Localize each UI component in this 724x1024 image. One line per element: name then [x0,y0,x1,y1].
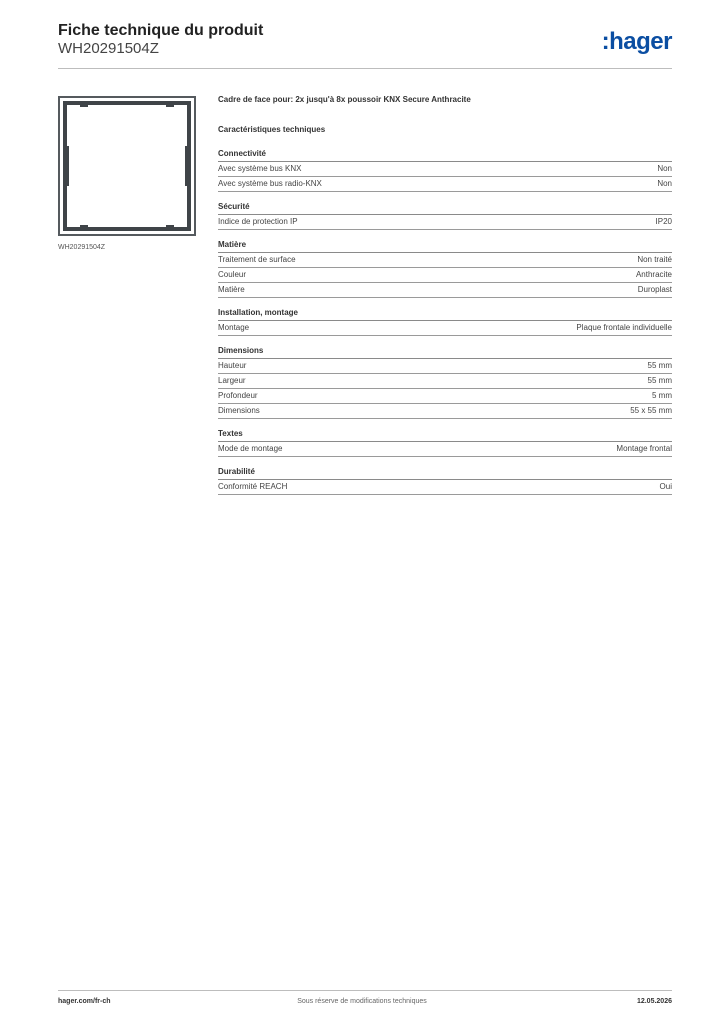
header-divider [58,68,672,69]
spec-label: Largeur [218,376,246,385]
spec-section [218,308,672,336]
spec-value: 55 mm [647,361,672,370]
spec-label: Conformité REACH [218,482,288,491]
spec-content [218,95,672,495]
spec-value: Montage frontal [616,444,672,453]
section-title: Installation, montage [218,308,672,321]
spec-row [218,162,672,177]
spec-value: Oui [659,482,672,491]
section-title: Textes [218,429,672,442]
product-code: WH20291504Z [58,40,159,57]
spec-section [218,429,672,457]
spec-row [218,283,672,298]
product-description: Cadre de face pour: 2x jusqu'à 8x poussoir KNX Secure Anthracite [218,95,471,104]
spec-row [218,404,672,419]
spec-row [218,268,672,283]
spec-row [218,253,672,268]
spec-label: Couleur [218,270,247,279]
spec-row [218,480,672,495]
spec-row [218,321,672,336]
spec-row [218,374,672,389]
footer-divider [58,990,672,991]
section-title: Sécurité [218,202,672,215]
footer-website: hager.com/fr-ch [58,998,111,1005]
spec-row [218,215,672,230]
spec-label: Avec système bus KNX [218,164,302,173]
spec-value: Duroplast [637,285,672,294]
spec-label: Montage [218,323,250,332]
footer-disclaimer: Sous réserve de modifications techniques [297,998,427,1005]
spec-label: Avec système bus radio-KNX [218,179,322,188]
spec-label: Dimensions [218,406,260,415]
spec-value: Anthracite [635,270,672,279]
spec-value: Plaque frontale individuelle [576,323,672,332]
spec-label: Matière [218,285,245,294]
spec-row [218,359,672,374]
footer-date: 12.05.2026 [636,998,672,1005]
spec-value: IP20 [655,217,672,226]
spec-label: Profondeur [218,391,258,400]
spec-value: 5 mm [652,391,672,400]
spec-row [218,389,672,404]
spec-value: 55 mm [647,376,672,385]
section-title: Connectivité [218,149,672,162]
spec-label: Mode de montage [218,444,283,453]
section-title: Dimensions [218,346,672,359]
spec-label: Indice de protection IP [218,217,298,226]
spec-value: Non traité [637,255,672,264]
spec-sections [218,149,672,495]
page-title: Fiche technique du produit [58,22,264,39]
spec-section [218,240,672,298]
spec-label: Traitement de surface [218,255,296,264]
spec-value: 55 x 55 mm [630,406,672,415]
image-caption: WH20291504Z [58,244,106,251]
frame-product-image [58,96,196,236]
spec-label: Hauteur [218,361,247,370]
section-title: Durabilité [218,467,672,480]
spec-row [218,442,672,457]
spec-value: Non [657,164,672,173]
hager-logo: :hager [601,28,672,55]
spec-section [218,346,672,419]
tech-heading: Caractéristiques techniques [218,125,326,134]
section-title: Matière [218,240,672,253]
spec-row [218,177,672,192]
spec-section [218,467,672,495]
spec-section [218,149,672,192]
spec-value: Non [657,179,672,188]
spec-section [218,202,672,230]
